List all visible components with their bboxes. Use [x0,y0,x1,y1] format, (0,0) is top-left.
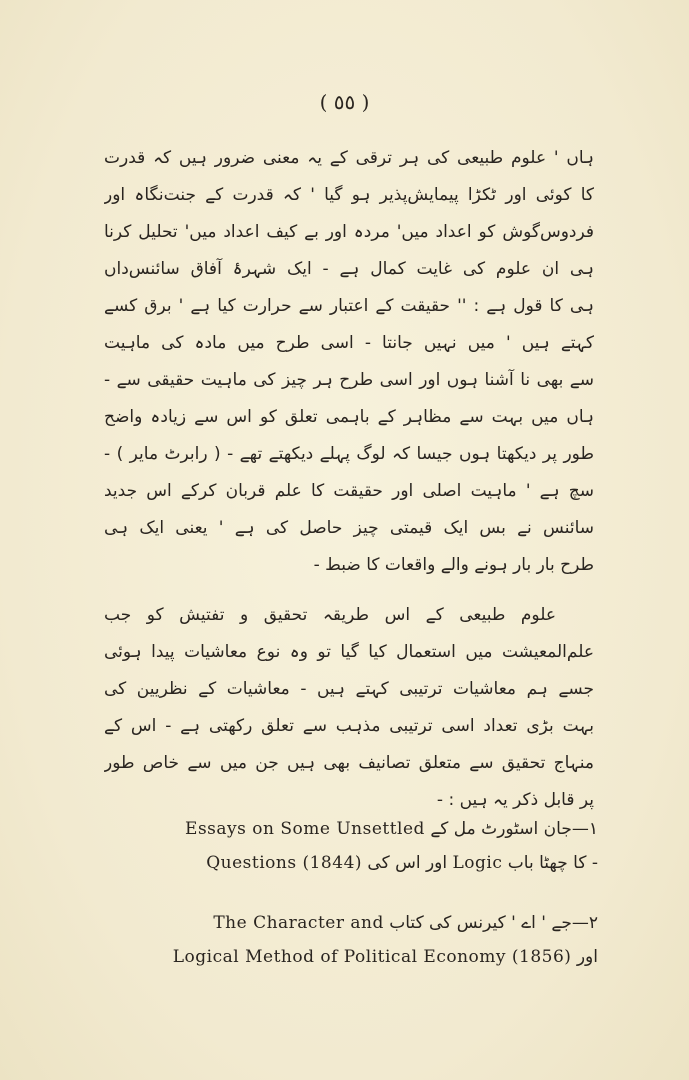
text-line: فردوس‌گوش کو اعداد میں' مردہ اور بے کیف اعداد میں' تحلیل کرنا [104,222,594,242]
reference-line [104,906,598,940]
reference-english-title: Questions (1844) [206,853,363,873]
reference-1 [104,812,598,880]
text-line: علوم طبیعی کے اس طریقہ تحقیق و تفتیش کو جب [104,605,556,625]
text-line: بہت بڑی تعداد اسی ترتیبی مذہب سے تعلق رکھتی ہے - اس کے [104,716,594,736]
reference-english-title: Essays on Some Unsettled [185,819,425,839]
reference-urdu-text: ٢—جے ' اے ' کیرنس کی کتاب [389,913,598,933]
reference-urdu-text: ١—جان اسٹورٹ مل کے [430,819,598,839]
text-line: کہتے ہیں ' میں نہیں جانتا - اسی طرح میں مادہ کی ماہیت [104,333,594,353]
text-line: ہی ان علوم کی غایت کمال ہے - ایک شہرۂ آفاق سائنس‌داں [104,259,594,279]
text-line: سائنس نے بس ایک قیمتی چیز حاصل کی ہے ' یعنی ایک ہی [104,518,594,538]
text-line: طرح بار بار ہونے والے واقعات کا ضبط - [313,555,594,575]
text-line: طور پر دیکھتا ہوں جیسا کہ لوگ پہلے دیکھتے تھے - ( رابرٹ مایر ) - [104,444,594,464]
text-line: علم‌المعیشت میں استعمال کیا گیا تو وہ نوع معاشیات پیدا ہوئی [104,642,594,662]
text-line: پر قابل ذکر یہ ہیں : - [436,790,594,810]
text-line: ہی کا قول ہے : '' حقیقت کے اعتبار سے حرارت کیا ہے ' برق کسے [104,296,594,316]
text-line: سے بھی نا آشنا ہوں اور اسی طرح ہر چیز کی ماہیت حقیقی سے - [104,370,594,390]
text-line: کا کوئی اور ٹکڑا پیمایش‌پذیر ہو گیا ' کہ قدرت کے جنت‌نگاہ اور [104,185,594,205]
reference-line [104,940,598,974]
text-line: ہاں میں بہت سے مظاہر کے باہمی تعلق کو اس سے زیادہ واضح [104,407,594,427]
text-line: سچ ہے ' ماہیت اصلی اور حقیقت کا علم قربان کرکے اس جدید [104,481,594,501]
urdu-paragraph-2 [104,597,594,819]
reference-line [104,846,598,880]
reference-2 [104,906,598,974]
text-line: جسے ہم معاشیات ترتیبی کہتے ہیں - معاشیات کے نظریین کی [104,679,594,699]
reference-english-title: The Character and [213,913,384,933]
urdu-paragraph-1 [104,140,594,584]
reference-urdu-text: کا چھٹا باب - [507,853,598,873]
reference-urdu-text: اور [576,947,598,967]
reference-english-word: Logic [452,853,503,873]
reference-english-title: Logical Method of Political Economy (1856) [172,947,572,967]
reference-urdu-text: اور اس کی [367,853,448,873]
reference-line [104,812,598,846]
page-number: ( ٥٥ ) [319,90,370,114]
text-line: ہاں ' علوم طبیعی کی ہر ترقی کے یہ معنی ضرور ہیں کہ قدرت [104,148,594,168]
text-line: منہاج تحقیق سے متعلق تصانیف بھی ہیں جن میں سے خاص طور [104,753,594,773]
